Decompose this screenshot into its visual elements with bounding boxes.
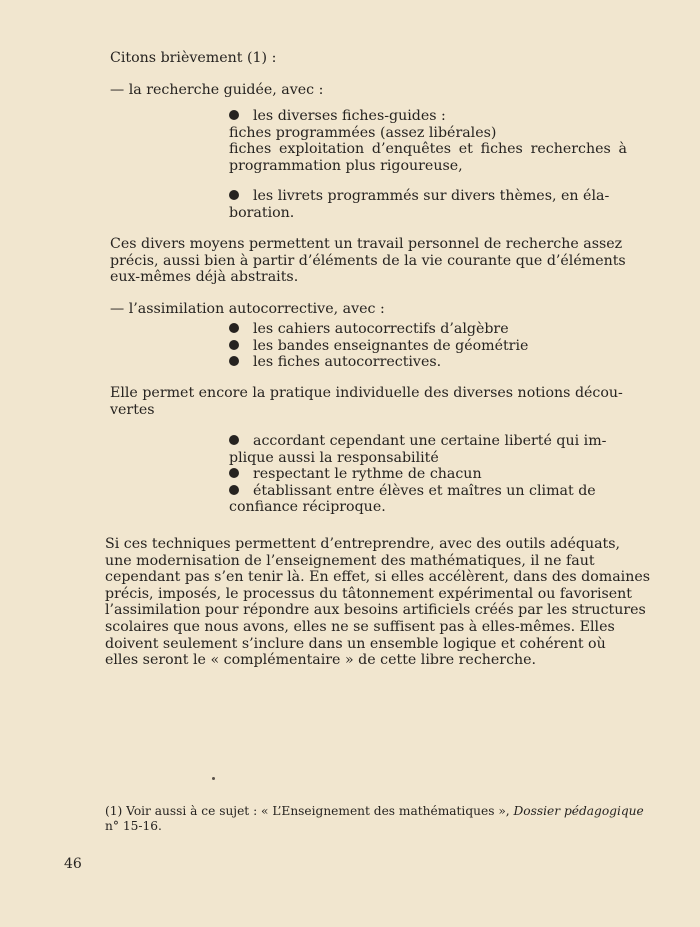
bullet-icon — [229, 323, 239, 333]
list-item: respectant le rythme de chacun — [229, 466, 627, 483]
list-item: établissant entre élèves et maîtres un climat de — [229, 483, 627, 500]
bullet-icon — [229, 435, 239, 445]
list-item: les diverses fiches-guides : — [229, 108, 627, 125]
list-item: les fiches autocorrectives. — [229, 354, 627, 371]
guided-research-list: les diverses fiches-guides : fiches programmées (assez libérales) fiches exploitation d’enquêtes et fiches recherches à programmation plus rigoureuse, les livrets programmés sur divers thèmes, en éla- boration. — [229, 108, 627, 221]
bullet-icon — [229, 356, 239, 366]
bullet-icon — [229, 340, 239, 350]
bullet-icon — [229, 468, 239, 478]
bullet-icon — [229, 110, 239, 120]
bullet-icon — [229, 485, 239, 495]
print-speck — [212, 777, 215, 780]
paragraph-conclusion: Si ces techniques permettent d’entreprendre, avec des outils adéquats, une modernisation de l’enseignement des mathématiques, il ne faut cependant pas s’en tenir là. En effet, si elles accélèrent, dans des domaines précis, imposés, le processus du tâtonnement expérimental ou favorisent l’assimilation pour répondre aux besoins artificiels créés par les structures scolaires que nous avons, elles ne se suffisent pas à elles-mêmes. Elles doivent seulement s’inclure dans un ensemble logique et cohérent où elles seront le « complémentaire » de cette libre recherche. — [105, 536, 651, 669]
list-item: les cahiers autocorrectifs d’algèbre — [229, 321, 627, 338]
page-number: 46 — [64, 856, 82, 872]
list-item: les bandes enseignantes de géométrie — [229, 338, 627, 355]
paragraph-means: Ces divers moyens permettent un travail personnel de recherche assez précis, aussi bien à partir d’éléments de la vie courante que d’éléments eux-mêmes déjà abstraits. — [110, 236, 626, 286]
intro-line: Citons brièvement (1) : — [110, 50, 277, 66]
footnote: (1) Voir aussi à ce sujet : « L’Enseignement des mathématiques », Dossier pédagogique n° 15-16. — [105, 804, 644, 833]
autocorrective-list — [229, 321, 627, 371]
paragraph-practice: Elle permet encore la pratique individuelle des diverses notions décou- vertes — [110, 385, 623, 418]
list-item: les livrets programmés sur divers thèmes, en éla- — [229, 188, 627, 205]
section-autocorrective-heading: — l’assimilation autocorrective, avec : — [110, 301, 385, 317]
list-item: accordant cependant une certaine liberté qui im- — [229, 433, 627, 450]
practice-list: accordant cependant une certaine liberté qui im- plique aussi la responsabilité respectant le rythme de chacun établissant entre élèves et maîtres un climat de confiance réciproque. — [229, 433, 627, 516]
bullet-icon — [229, 190, 239, 200]
section-guided-research-heading: — la recherche guidée, avec : — [110, 82, 324, 98]
